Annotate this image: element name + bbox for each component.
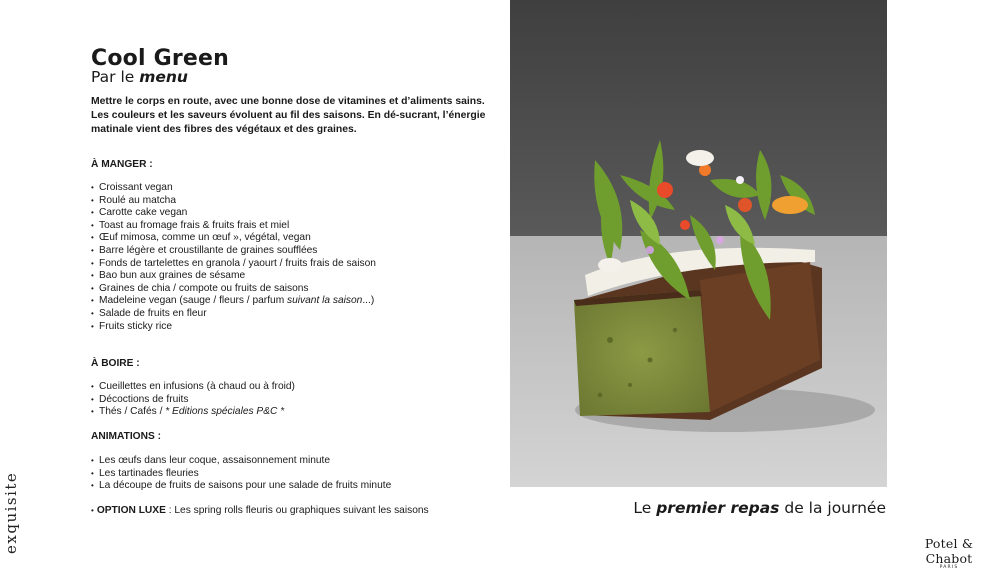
list-item: • Bao bun aux graines de sésame	[91, 270, 376, 283]
list-item: • Carotte cake vegan	[91, 207, 376, 220]
list-item: • Œuf mimosa, comme un œuf », végétal, vegan	[91, 232, 376, 245]
option-text: : Les spring rolls fleuris ou graphiques suivant les saisons	[165, 505, 429, 516]
caption-suffix: de la journée	[779, 499, 886, 517]
subtitle-prefix: Par le	[91, 68, 140, 86]
animations-heading: ANIMATIONS :	[91, 431, 161, 442]
brand-logo	[906, 536, 992, 570]
list-item: • Salade de fruits en fleur	[91, 308, 376, 321]
animations-list	[91, 455, 391, 493]
list-item: • Fruits sticky rice	[91, 321, 376, 334]
drink-list	[91, 381, 295, 419]
list-item: • Fonds de tartelettes en granola / yaourt / fruits frais de saison	[91, 258, 376, 271]
cake-illustration	[510, 0, 887, 487]
madeleine-prefix: Madeleine vegan (sauge / fleurs / parfum	[99, 295, 288, 307]
list-item: • Barre légère et croustillante de graines soufflées	[91, 245, 376, 258]
list-item: • Décoctions de fruits	[91, 394, 295, 407]
list-item: • Les œufs dans leur coque, assaisonnement minute	[91, 455, 391, 468]
tea-italic: * Editions spéciales P&C *	[165, 406, 285, 418]
madeleine-suffix: ...)	[362, 295, 375, 307]
logo-main-text: Potel & Chabot	[924, 536, 974, 566]
option-label: OPTION LUXE	[96, 505, 166, 516]
list-item: • Croissant vegan	[91, 182, 376, 195]
page-title: Cool Green	[91, 46, 229, 71]
page-subtitle	[91, 68, 188, 86]
intro-paragraph: Mettre le corps en route, avec une bonne dose de vitamines et d’aliments sains. Les couleurs et les saveurs évoluent au fil des saisons. En dé-sucrant, l’énergie matinale vient des fibres des végétaux et des graines.	[91, 96, 486, 135]
logo-sub-text: PARIS	[939, 565, 959, 570]
eat-heading: À MANGER :	[91, 159, 153, 170]
list-item: • Toast au fromage frais & fruits frais et miel	[91, 220, 376, 233]
list-item: • La découpe de fruits de saisons pour une salade de fruits minute	[91, 480, 391, 493]
food-photo	[510, 0, 887, 487]
photo-caption	[510, 499, 886, 517]
bullet-icon: •	[91, 506, 94, 515]
caption-prefix: Le	[633, 499, 657, 517]
madeleine-italic: suivant la saison	[287, 295, 363, 307]
drink-heading: À BOIRE :	[91, 358, 140, 369]
subtitle-emphasis: menu	[139, 68, 188, 86]
brand-vertical-text: exquisite	[2, 471, 20, 554]
list-item: • Les tartinades fleuries	[91, 468, 391, 481]
list-item: • Roulé au matcha	[91, 195, 376, 208]
caption-emphasis: premier repas	[656, 499, 780, 517]
option-luxe	[91, 505, 429, 516]
list-item: • Graines de chia / compote ou fruits de saisons	[91, 283, 376, 296]
eat-list	[91, 182, 376, 333]
list-item: • Cueillettes en infusions (à chaud ou à froid)	[91, 381, 295, 394]
tea-prefix: Thés / Cafés /	[99, 406, 166, 418]
list-item-tea	[91, 406, 295, 419]
list-item-madeleine	[91, 295, 376, 308]
